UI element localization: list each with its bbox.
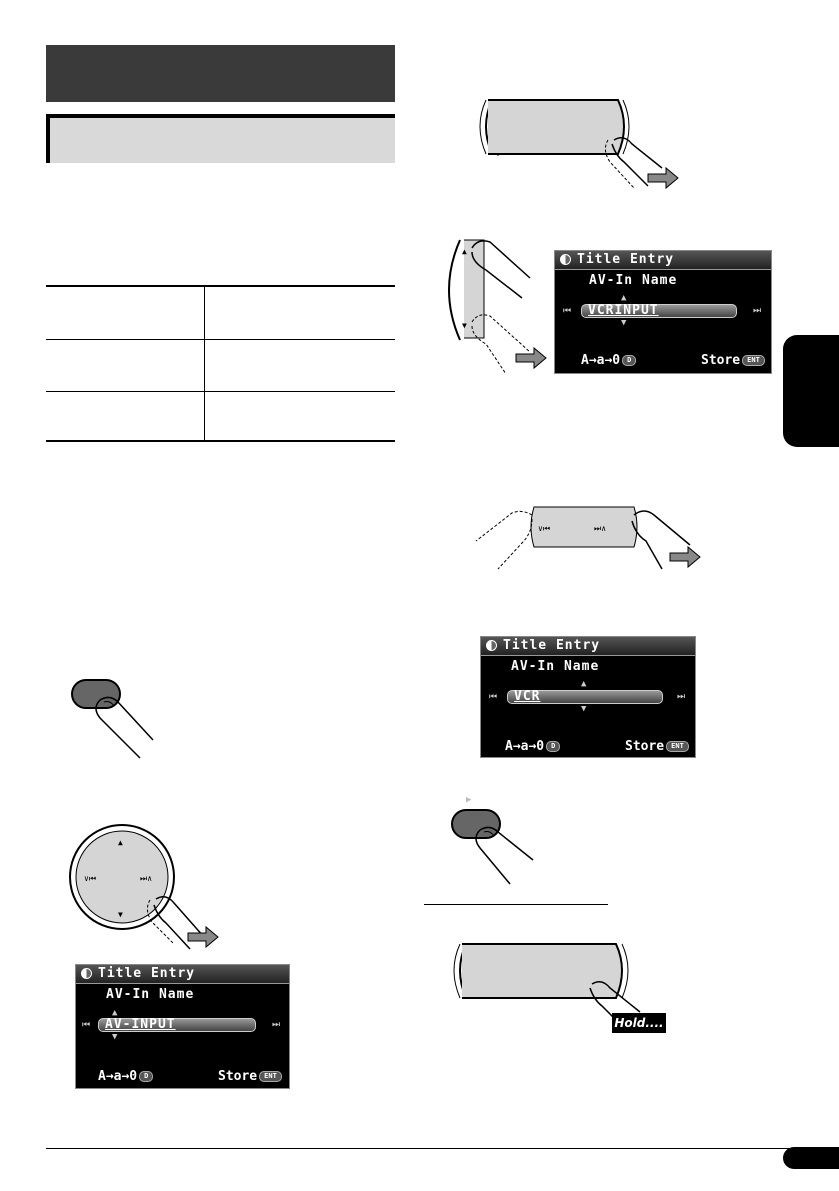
svg-text:⏭∧: ⏭∧ (594, 524, 607, 533)
control-knob-icon (70, 825, 230, 945)
store-label: Store ENT (701, 353, 765, 368)
down-arrow-icon: ▼ (581, 704, 587, 714)
svg-text:∨⏮: ∨⏮ (538, 524, 551, 533)
svg-text:▼: ▼ (118, 910, 123, 919)
knob-updown-illustration (450, 238, 560, 378)
char-mode-label: A→a→0 D (98, 1069, 153, 1084)
screen-title: Title Entry (503, 638, 601, 653)
title-entry-icon (81, 968, 92, 979)
title-entry-screen (75, 964, 290, 1089)
screen-title: Title Entry (577, 252, 675, 267)
table-row (46, 391, 395, 392)
name-field (581, 304, 737, 318)
name-field (507, 690, 663, 704)
name-field-value: VCR (514, 689, 541, 704)
screen-subtitle: AV-In Name (589, 273, 678, 288)
down-arrow-icon: ▼ (112, 1032, 118, 1042)
svg-text:▶: ▶ (466, 795, 472, 805)
title-entry-screen (480, 636, 696, 758)
name-field-value: AV-INPUT (105, 1017, 176, 1032)
knob-press-illustration (478, 96, 698, 196)
svg-text:▼: ▼ (462, 321, 467, 330)
hold-label: Hold.... (612, 1013, 666, 1033)
svg-text:▲: ▲ (118, 838, 123, 847)
char-mode-label: A→a→0 D (505, 739, 560, 754)
store-label: Store ENT (218, 1069, 282, 1084)
next-track-icon: ⏭ (272, 1020, 281, 1030)
up-arrow-icon: ▲ (581, 679, 587, 689)
svg-text:⏭∧: ⏭∧ (140, 874, 153, 883)
page-number-badge (783, 1147, 839, 1169)
up-arrow-icon: ▲ (621, 293, 627, 303)
table-divider (204, 287, 205, 440)
section-header-dark (46, 45, 395, 102)
char-mode-label: A→a→0 D (581, 353, 636, 368)
down-arrow-icon: ▼ (621, 318, 627, 328)
svg-text:▲: ▲ (462, 247, 467, 256)
language-tab (783, 335, 839, 447)
skip-buttons-illustration (474, 495, 704, 575)
prev-track-icon: ⏮ (489, 692, 498, 702)
screen-subtitle: AV-In Name (511, 659, 600, 674)
next-track-icon: ⏭ (753, 306, 762, 316)
up-arrow-icon: ▲ (112, 1008, 118, 1018)
name-field-value: VCRINPUT (588, 303, 659, 318)
screen-title: Title Entry (98, 966, 196, 981)
section-header-sub (46, 114, 395, 163)
name-field (98, 1018, 256, 1032)
next-track-icon: ⏭ (677, 692, 686, 702)
title-entry-icon (560, 254, 571, 265)
title-entry-screen (554, 250, 772, 374)
button-press-illustration (60, 670, 170, 760)
separator-rule (424, 904, 608, 905)
prev-track-icon: ⏮ (82, 1020, 91, 1030)
footer-rule (46, 1148, 839, 1149)
button-press-illustration (440, 792, 550, 882)
table-row (46, 339, 395, 340)
store-label: Store ENT (625, 739, 689, 754)
prev-track-icon: ⏮ (563, 306, 572, 316)
screen-subtitle: AV-In Name (106, 987, 195, 1002)
settings-table (46, 285, 395, 442)
svg-text:∨⏮: ∨⏮ (84, 874, 97, 883)
title-entry-icon (486, 640, 497, 651)
